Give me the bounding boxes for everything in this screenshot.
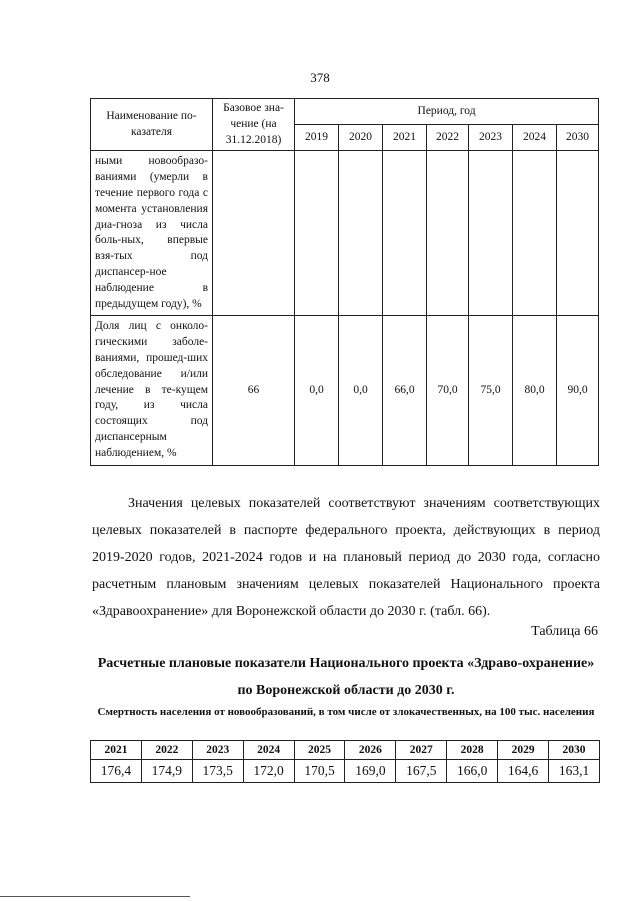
year-value: [427, 151, 469, 316]
year-value: [295, 151, 339, 316]
mortality-table: [90, 740, 600, 783]
year-header: 2025: [294, 741, 345, 760]
year-value: [339, 151, 383, 316]
header-year: 2024: [513, 125, 557, 151]
year-value: 70,0: [427, 316, 469, 465]
year-header: 2021: [91, 741, 142, 760]
year-value: 0,0: [295, 316, 339, 465]
indicator-name: Доля лиц с онколо-гическими заболе-ваниями, прошед-ших обследование и/или лечение в те-кущем году, из числа состоящих под диспансерным наблюдением, %: [91, 316, 213, 465]
year-header: 2027: [396, 741, 447, 760]
mortality-value: 172,0: [243, 760, 294, 783]
year-header: 2028: [447, 741, 498, 760]
year-header: 2022: [141, 741, 192, 760]
year-value: [513, 151, 557, 316]
table-subtitle: Смертность населения от новообразований, в том числе от злокачественных, на 100 тыс. населения: [97, 706, 595, 718]
year-header: 2029: [498, 741, 549, 760]
year-value: [469, 151, 513, 316]
base-value: 66: [213, 316, 295, 465]
mortality-value: 167,5: [396, 760, 447, 783]
indicator-table: [90, 98, 599, 466]
year-value: 66,0: [383, 316, 427, 465]
base-value: [213, 151, 295, 316]
mortality-value: 166,0: [447, 760, 498, 783]
year-header: 2023: [192, 741, 243, 760]
mortality-values-row: [91, 760, 600, 783]
mortality-value: 174,9: [141, 760, 192, 783]
paragraph-text: Значения целевых показателей соответствуют значениям соответствующих целевых показателей в паспорте федерального проекта, действующих в период 2019-2020 годов, 2021-2024 годов и на плановый период до 2030 года, согласно расчетным плановым значениям целевых показателей Национального проекта «Здравоохранение» для Воронежской области до 2030 г. (табл. 66).: [92, 496, 600, 619]
header-year: 2019: [295, 125, 339, 151]
table-title: Расчетные плановые показатели Национального проекта «Здраво-охранение» по Воронежской области до 2030 г.: [97, 656, 595, 698]
year-value: 80,0: [513, 316, 557, 465]
mortality-value: 170,5: [294, 760, 345, 783]
header-year: 2022: [427, 125, 469, 151]
year-value: 0,0: [339, 316, 383, 465]
header-year: 2030: [557, 125, 599, 151]
mortality-value: 176,4: [91, 760, 142, 783]
year-value: 90,0: [557, 316, 599, 465]
mortality-value: 163,1: [549, 760, 600, 783]
year-value: [383, 151, 427, 316]
table-number: Таблица 66: [531, 624, 598, 639]
indicator-name: ными новообразо-ваниями (умерли в течение первого года с момента установления диа-гноза из числа боль-ных, впервые взя-тых под диспансер-ное наблюдение в предыдущем году), %: [91, 151, 213, 316]
year-value: [557, 151, 599, 316]
indicator-table-header-row: [91, 99, 599, 125]
table-row: [91, 316, 599, 465]
body-paragraph: [92, 490, 600, 625]
year-header: 2024: [243, 741, 294, 760]
page-number: 378: [310, 70, 330, 85]
header-period: Период, год: [295, 99, 599, 125]
footer-rule: [0, 896, 190, 897]
mortality-value: 173,5: [192, 760, 243, 783]
table-row: [91, 151, 599, 316]
mortality-years-row: [91, 741, 600, 760]
mortality-value: 169,0: [345, 760, 396, 783]
year-header: 2026: [345, 741, 396, 760]
header-year: 2023: [469, 125, 513, 151]
header-indicator-name: Наименование по-казателя: [91, 99, 213, 151]
header-base-value: Базовое зна-чение (на 31.12.2018): [213, 99, 295, 151]
header-year: 2021: [383, 125, 427, 151]
year-value: 75,0: [469, 316, 513, 465]
header-year: 2020: [339, 125, 383, 151]
year-header: 2030: [549, 741, 600, 760]
mortality-value: 164,6: [498, 760, 549, 783]
